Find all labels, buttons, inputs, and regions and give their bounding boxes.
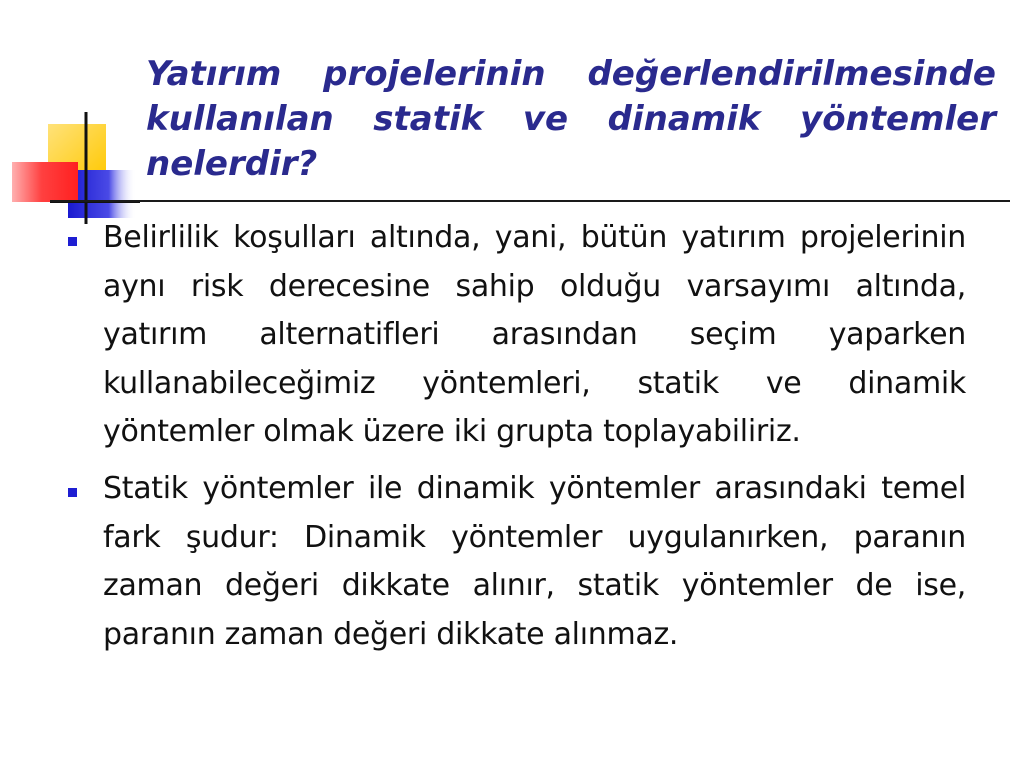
color-blocks-decoration — [0, 0, 140, 240]
bullet-list — [62, 214, 966, 667]
slide-title: Yatırım projelerinin değerlendirilmesinde kullanılan statik ve dinamik yöntemler nelerdir? — [146, 54, 996, 184]
bullet-item — [62, 214, 966, 457]
square-bullet-icon — [68, 237, 77, 246]
bullet-text: Belirlilik koşulları altında, yani, bütün yatırım projelerinin aynı risk derecesine sahip olduğu varsayımı altında, yatırım alternatifleri arasından seçim yaparken kullanabileceğimiz yöntemleri, statik ve dinamik yöntemler olmak üzere iki grupta toplayabiliriz. — [103, 220, 966, 450]
bullet-text: Statik yöntemler ile dinamik yöntemler arasındaki temel fark şudur: Dinamik yöntemler uygulanırken, paranın zaman değeri dikkate alınır, statik yöntemler de ise, paranın zaman değeri dikkate alınmaz. — [103, 470, 966, 652]
bullet-item — [62, 465, 966, 659]
square-bullet-icon — [68, 488, 77, 497]
title-divider — [50, 200, 1010, 202]
